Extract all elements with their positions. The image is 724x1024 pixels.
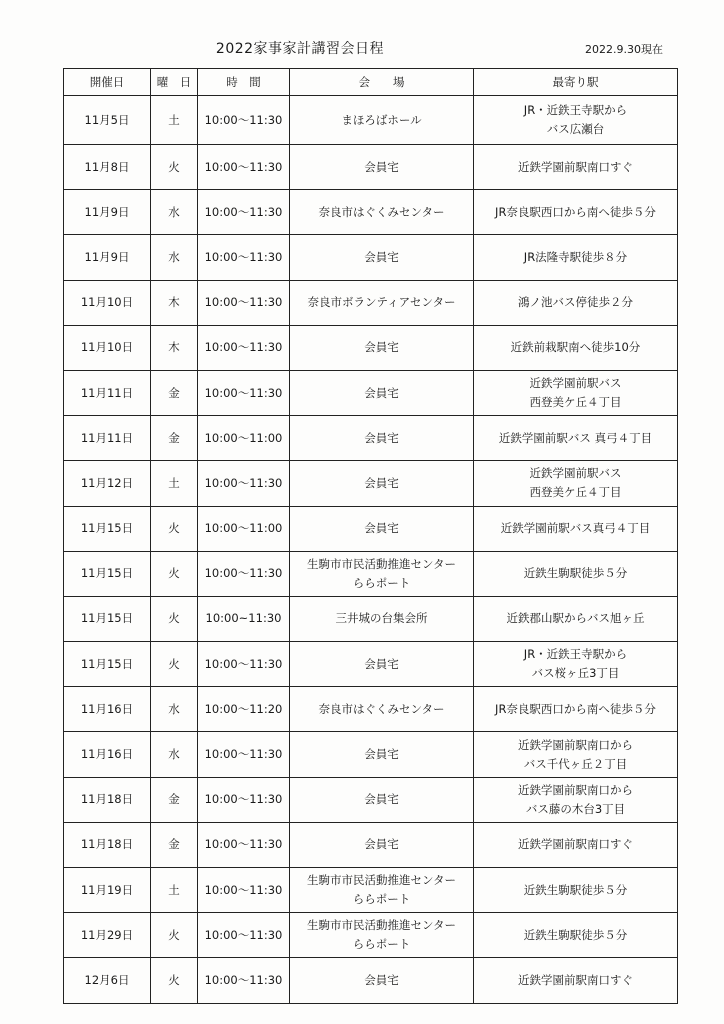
access-line: JR・近鉄王寺駅から: [523, 647, 628, 662]
venue-line: 会員宅: [364, 430, 399, 445]
access-line: JR奈良駅西口から南へ徒歩５分: [495, 204, 656, 219]
access-cell: [474, 325, 678, 370]
date-cell: 11月9日: [64, 190, 151, 235]
venue-line: 会員宅: [364, 792, 399, 807]
access-cell: [474, 958, 678, 1003]
table-row: [64, 506, 678, 551]
access-line: 近鉄学園前駅南口すぐ: [518, 972, 633, 987]
access-cell: [474, 235, 678, 280]
venue-line: ららポート: [352, 575, 411, 590]
access-line: バス桜ヶ丘3丁目: [531, 666, 620, 681]
access-line: 近鉄学園前駅南口から: [518, 782, 633, 797]
weekday-cell: 水: [151, 235, 198, 280]
table-row: [64, 235, 678, 280]
weekday-cell: 火: [151, 958, 198, 1003]
access-line: 近鉄生駒駅徒歩５分: [523, 566, 628, 581]
access-cell: [474, 280, 678, 325]
venue-line: 会員宅: [364, 972, 399, 987]
access-cell: [474, 913, 678, 958]
venue-line: 生駒市市民活動推進センター: [306, 556, 457, 571]
weekday-cell: 金: [151, 416, 198, 461]
venue-cell: [290, 325, 474, 370]
venue-line: 奈良市はぐくみセンター: [318, 204, 445, 219]
table-row: [64, 596, 678, 641]
venue-line: 会員宅: [364, 656, 399, 671]
access-cell: [474, 551, 678, 596]
weekday-cell: 水: [151, 190, 198, 235]
time-cell: 10:00～11:30: [198, 913, 290, 958]
date-cell: 11月10日: [64, 325, 151, 370]
header-venue: 会 場: [290, 69, 474, 96]
venue-line: 奈良市はぐくみセンター: [318, 701, 445, 716]
time-cell: 10:00～11:30: [198, 461, 290, 506]
header-date: 開催日: [64, 69, 151, 96]
date-cell: 11月15日: [64, 642, 151, 687]
date-cell: 11月8日: [64, 145, 151, 190]
time-cell: 10:00～11:20: [198, 687, 290, 732]
table-row: [64, 551, 678, 596]
table-row: [64, 687, 678, 732]
table-row: [64, 280, 678, 325]
venue-cell: [290, 642, 474, 687]
access-line: JR奈良駅西口から南へ徒歩５分: [495, 701, 656, 716]
access-cell: [474, 642, 678, 687]
access-cell: [474, 190, 678, 235]
weekday-cell: 火: [151, 642, 198, 687]
venue-line: 会員宅: [364, 475, 399, 490]
access-line: 近鉄前栽駅南へ徒歩10分: [510, 340, 641, 355]
access-line: 近鉄学園前駅バス 真弓４丁目: [498, 430, 653, 445]
access-line: 鴻ノ池バス停徒歩２分: [518, 295, 633, 310]
weekday-cell: 金: [151, 777, 198, 822]
date-cell: 11月15日: [64, 551, 151, 596]
date-cell: 12月6日: [64, 958, 151, 1003]
date-cell: 11月16日: [64, 732, 151, 777]
venue-cell: [290, 370, 474, 415]
date-cell: 11月15日: [64, 506, 151, 551]
time-cell: 10:00～11:00: [198, 506, 290, 551]
access-line: 近鉄学園前駅バス: [529, 376, 622, 391]
weekday-cell: 金: [151, 822, 198, 867]
access-line: 近鉄学園前駅バス: [529, 466, 622, 481]
header-row: [64, 69, 678, 96]
as-of-date: 2022.9.30現在: [585, 43, 663, 56]
access-cell: [474, 777, 678, 822]
weekday-cell: 水: [151, 732, 198, 777]
access-line: JR法隆寺駅徒歩８分: [523, 249, 628, 264]
venue-line: ららポート: [352, 892, 411, 907]
weekday-cell: 土: [151, 461, 198, 506]
time-cell: 10:00～11:30: [198, 280, 290, 325]
venue-line: 会員宅: [364, 747, 399, 762]
date-cell: 11月18日: [64, 822, 151, 867]
venue-line: 会員宅: [364, 340, 399, 355]
venue-line: まほろばホール: [341, 112, 422, 127]
table-row: [64, 958, 678, 1003]
table-row: [64, 461, 678, 506]
access-line: JR・近鉄王寺駅から: [523, 103, 628, 117]
access-line: バス千代ヶ丘２丁目: [523, 756, 628, 771]
access-cell: [474, 822, 678, 867]
table-row: [64, 96, 678, 145]
weekday-cell: 土: [151, 96, 198, 145]
access-line: 近鉄生駒駅徒歩５分: [523, 927, 628, 942]
weekday-cell: 金: [151, 370, 198, 415]
venue-cell: [290, 235, 474, 280]
time-cell: 10:00～11:30: [198, 551, 290, 596]
date-cell: 11月9日: [64, 235, 151, 280]
access-line: 西登美ケ丘４丁目: [529, 485, 622, 500]
table-row: [64, 732, 678, 777]
access-cell: [474, 868, 678, 913]
venue-line: ららポート: [352, 937, 411, 952]
venue-line: 会員宅: [364, 385, 399, 400]
venue-cell: [290, 145, 474, 190]
venue-line: 奈良市ボランティアセンター: [307, 295, 456, 310]
venue-cell: [290, 96, 474, 145]
time-cell: 10:00～11:30: [198, 822, 290, 867]
access-cell: [474, 96, 678, 145]
weekday-cell: 土: [151, 868, 198, 913]
venue-line: 会員宅: [364, 249, 399, 264]
table-row: [64, 642, 678, 687]
weekday-cell: 火: [151, 506, 198, 551]
time-cell: 10:00~11:30: [198, 596, 290, 641]
venue-line: 会員宅: [364, 521, 399, 536]
access-line: 西登美ケ丘４丁目: [529, 395, 622, 410]
access-cell: [474, 145, 678, 190]
access-line: 近鉄学園前駅南口から: [518, 737, 633, 752]
access-line: 近鉄学園前駅南口すぐ: [518, 159, 633, 174]
venue-line: 生駒市市民活動推進センター: [306, 873, 457, 888]
header-time: 時 間: [198, 69, 290, 96]
table-row: [64, 370, 678, 415]
access-cell: [474, 370, 678, 415]
date-cell: 11月15日: [64, 596, 151, 641]
time-cell: 10:00～11:30: [198, 777, 290, 822]
header-weekday: 曜 日: [151, 69, 198, 96]
header-access: 最寄り駅: [474, 69, 678, 96]
access-cell: [474, 461, 678, 506]
time-cell: 10:00～11:30: [198, 642, 290, 687]
venue-cell: [290, 416, 474, 461]
weekday-cell: 水: [151, 687, 198, 732]
access-line: 近鉄郡山駅からバス旭ヶ丘: [506, 611, 645, 626]
venue-cell: [290, 822, 474, 867]
date-cell: 11月11日: [64, 370, 151, 415]
weekday-cell: 火: [151, 145, 198, 190]
time-cell: 10:00～11:30: [198, 235, 290, 280]
venue-line: 会員宅: [364, 159, 399, 174]
venue-cell: [290, 280, 474, 325]
venue-line: 会員宅: [364, 837, 399, 852]
date-cell: 11月5日: [64, 96, 151, 145]
table-row: [64, 822, 678, 867]
time-cell: 10:00～11:30: [198, 145, 290, 190]
access-line: バス藤の木台3丁目: [525, 801, 626, 816]
venue-cell: [290, 732, 474, 777]
access-cell: [474, 596, 678, 641]
date-cell: 11月29日: [64, 913, 151, 958]
time-cell: 10:00～11:30: [198, 370, 290, 415]
venue-cell: [290, 777, 474, 822]
date-cell: 11月18日: [64, 777, 151, 822]
access-cell: [474, 506, 678, 551]
date-cell: 11月16日: [64, 687, 151, 732]
table-row: [64, 868, 678, 913]
access-line: バス広瀬台: [546, 122, 605, 136]
time-cell: 10:00～11:30: [198, 190, 290, 235]
venue-cell: [290, 461, 474, 506]
venue-cell: [290, 190, 474, 235]
date-cell: 11月10日: [64, 280, 151, 325]
table-row: [64, 325, 678, 370]
venue-cell: [290, 596, 474, 641]
weekday-cell: 木: [151, 280, 198, 325]
venue-cell: [290, 551, 474, 596]
date-cell: 11月12日: [64, 461, 151, 506]
venue-line: 生駒市市民活動推進センター: [306, 918, 457, 933]
venue-cell: [290, 913, 474, 958]
table-row: [64, 416, 678, 461]
time-cell: 10:00～11:30: [198, 958, 290, 1003]
venue-cell: [290, 868, 474, 913]
venue-cell: [290, 687, 474, 732]
table-row: [64, 190, 678, 235]
table-row: [64, 777, 678, 822]
date-cell: 11月11日: [64, 416, 151, 461]
weekday-cell: 火: [151, 551, 198, 596]
access-line: 近鉄学園前駅南口すぐ: [518, 837, 633, 852]
weekday-cell: 火: [151, 596, 198, 641]
access-cell: [474, 416, 678, 461]
access-cell: [474, 687, 678, 732]
table-row: [64, 145, 678, 190]
time-cell: 10:00～11:30: [198, 868, 290, 913]
time-cell: 10:00～11:30: [198, 732, 290, 777]
access-line: 近鉄生駒駅徒歩５分: [523, 882, 628, 897]
weekday-cell: 木: [151, 325, 198, 370]
time-cell: 10:00～11:30: [198, 96, 290, 145]
weekday-cell: 火: [151, 913, 198, 958]
access-line: 近鉄学園前駅バス真弓４丁目: [500, 521, 651, 536]
venue-line: 三井城の台集会所: [335, 611, 428, 626]
time-cell: 10:00～11:00: [198, 416, 290, 461]
schedule-table: [63, 68, 678, 1004]
venue-cell: [290, 506, 474, 551]
time-cell: 10:00～11:30: [198, 325, 290, 370]
document-title: 2022家事家計講習会日程: [215, 41, 385, 57]
date-cell: 11月19日: [64, 868, 151, 913]
venue-cell: [290, 958, 474, 1003]
access-cell: [474, 732, 678, 777]
table-row: [64, 913, 678, 958]
